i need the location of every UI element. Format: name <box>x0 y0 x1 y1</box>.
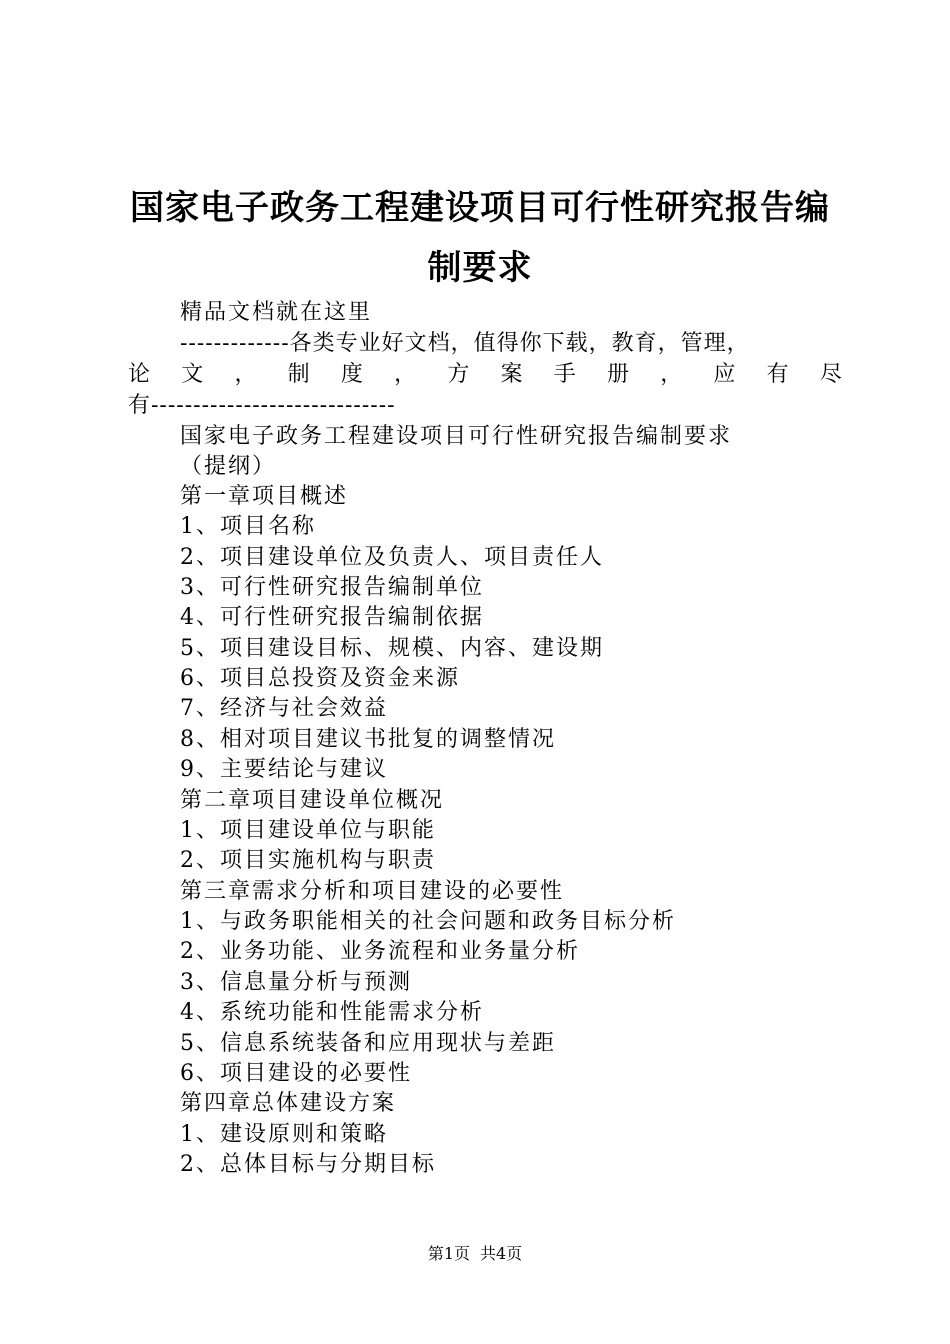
intro-tagline: 精品文档就在这里 <box>180 300 373 325</box>
spread-char: 尽 <box>819 362 842 387</box>
outline-item: 3、信息量分析与预测 <box>180 970 412 995</box>
page-footer <box>0 1242 950 1266</box>
outline-item: 1、与政务职能相关的社会问题和政务目标分析 <box>180 909 676 934</box>
spread-char: 案 <box>500 362 523 387</box>
spread-char: 有 <box>766 362 789 387</box>
intro-last-line: 有----------------------------- <box>128 393 396 418</box>
chapter-heading: 第四章总体建设方案 <box>180 1091 397 1116</box>
intro-spread-line <box>128 360 842 390</box>
spread-char: ， <box>234 362 257 387</box>
body-subtitle: （提纲） <box>180 454 277 479</box>
outline-item: 8、相对项目建议书批复的调整情况 <box>180 727 556 752</box>
page-total: 共4页 <box>480 1244 523 1263</box>
outline-item: 5、信息系统装备和应用现状与差距 <box>180 1031 556 1056</box>
chapter-heading: 第一章项目概述 <box>180 484 349 509</box>
outline-item: 6、项目总投资及资金来源 <box>180 666 460 691</box>
outline-item: 4、可行性研究报告编制依据 <box>180 605 484 630</box>
spread-char: 应 <box>713 362 736 387</box>
spread-char: 论 <box>128 362 151 387</box>
page-number: 第1页 <box>427 1244 470 1263</box>
document-title-line-2: 制要求 <box>427 248 533 288</box>
outline-item: 5、项目建设目标、规模、内容、建设期 <box>180 636 604 661</box>
outline-item: 1、建设原则和策略 <box>180 1122 388 1147</box>
spread-char: 手 <box>553 362 576 387</box>
outline-item: 2、项目建设单位及负责人、项目责任人 <box>180 545 604 570</box>
chapter-heading: 第三章需求分析和项目建设的必要性 <box>180 879 565 904</box>
spread-char: 方 <box>447 362 470 387</box>
intro-dash-line: -------------各类专业好文档，值得你下载，教育，管理， <box>180 331 750 356</box>
outline-item: 3、可行性研究报告编制单位 <box>180 575 484 600</box>
outline-item: 7、经济与社会效益 <box>180 696 388 721</box>
outline-item: 6、项目建设的必要性 <box>180 1061 412 1086</box>
outline-item: 9、主要结论与建议 <box>180 757 388 782</box>
spread-char: 制 <box>287 362 310 387</box>
chapter-heading: 第二章项目建设单位概况 <box>180 788 445 813</box>
outline-item: 1、项目名称 <box>180 514 316 539</box>
body-doc-title: 国家电子政务工程建设项目可行性研究报告编制要求 <box>180 424 733 449</box>
spread-char: 册 <box>606 362 629 387</box>
spread-char: 文 <box>181 362 204 387</box>
outline-item: 2、业务功能、业务流程和业务量分析 <box>180 939 580 964</box>
document-title-line-1: 国家电子政务工程建设项目可行性研究报告编 <box>130 188 830 228</box>
outline-item: 4、系统功能和性能需求分析 <box>180 1000 484 1025</box>
spread-char: ， <box>660 362 683 387</box>
outline-item: 2、总体目标与分期目标 <box>180 1152 436 1177</box>
outline-item: 2、项目实施机构与职责 <box>180 848 436 873</box>
spread-char: ， <box>394 362 417 387</box>
outline-item: 1、项目建设单位与职能 <box>180 818 436 843</box>
spread-char: 度 <box>340 362 363 387</box>
